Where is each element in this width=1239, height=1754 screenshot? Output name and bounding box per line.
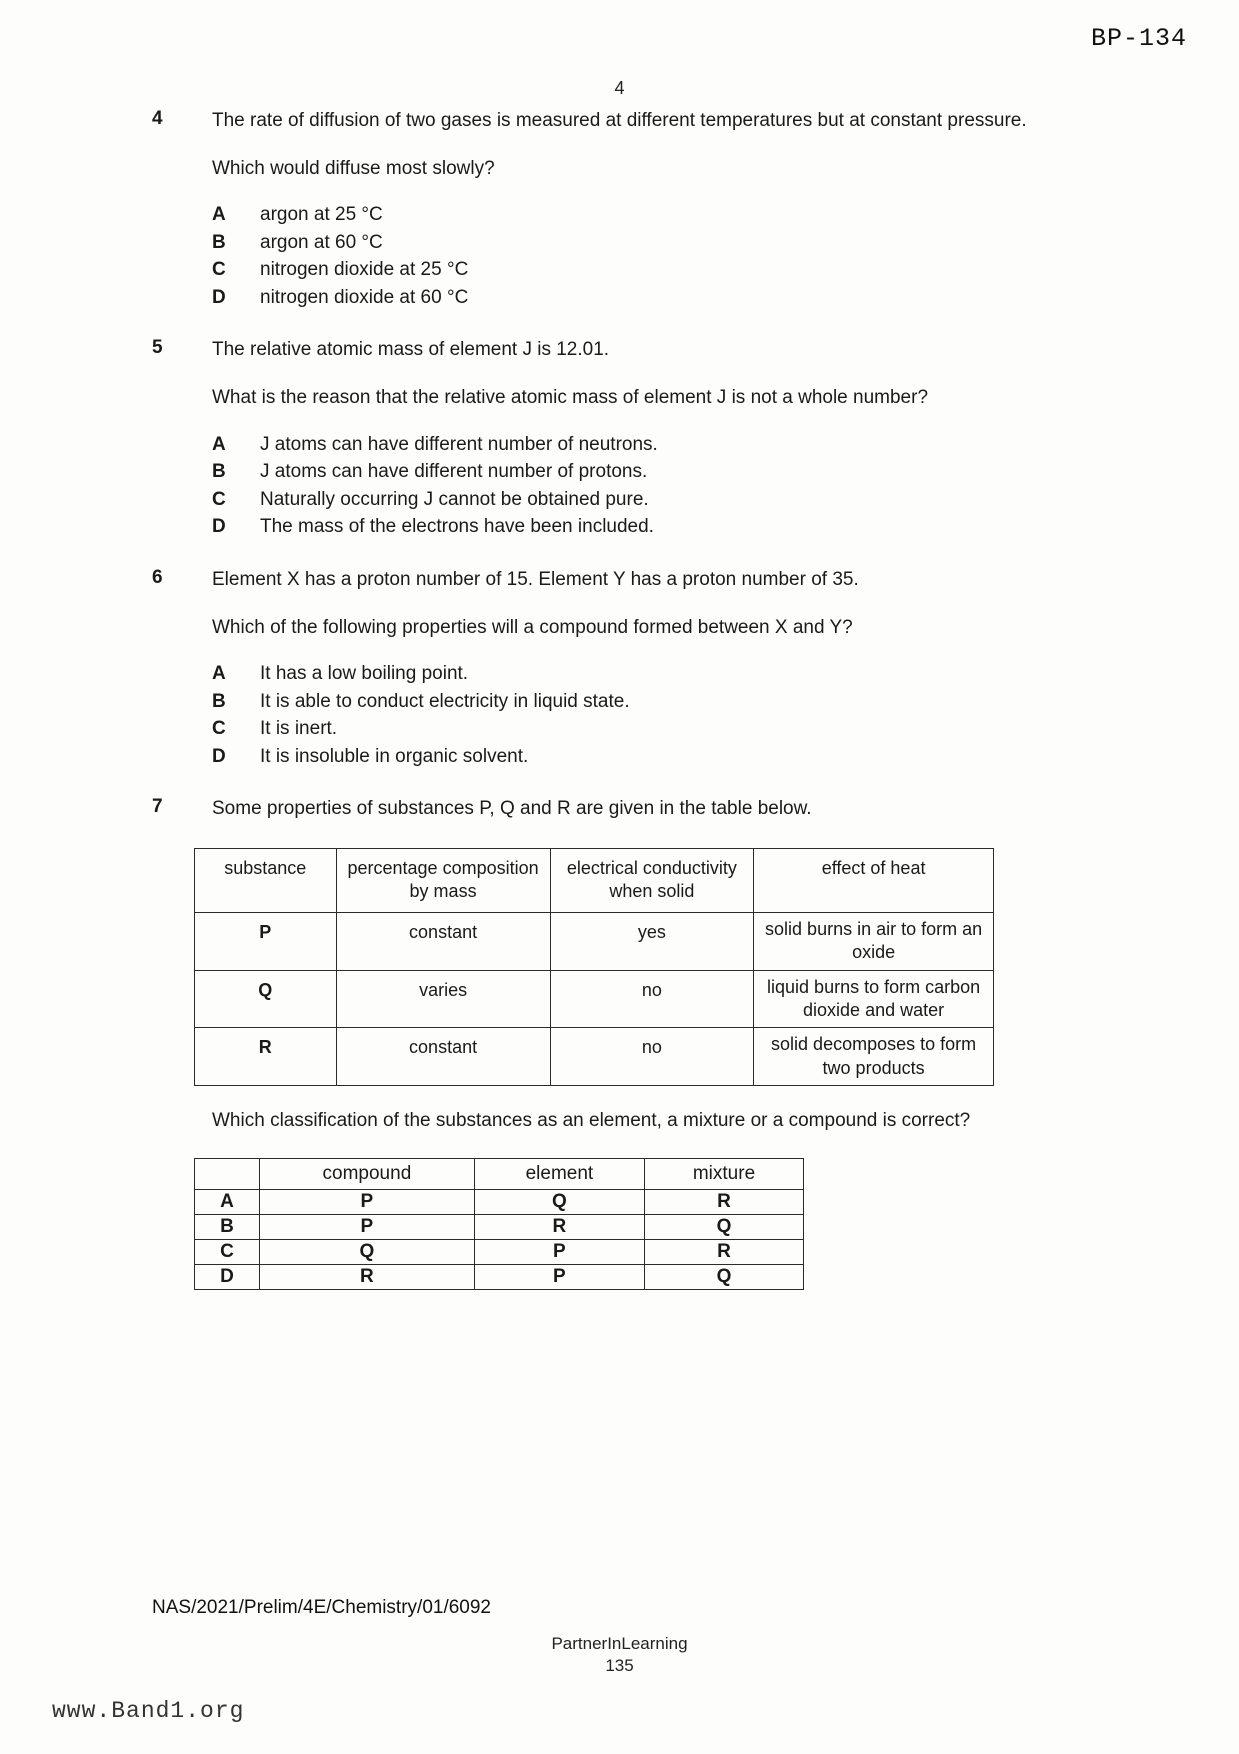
question-number: 5	[152, 337, 163, 359]
option-list	[212, 201, 1092, 311]
cell-compound: R	[260, 1264, 475, 1289]
option-a[interactable]	[212, 201, 1092, 229]
option-letter: B	[212, 690, 226, 712]
question-number: 7	[152, 796, 163, 818]
cell-composition: constant	[336, 1028, 550, 1086]
table-row[interactable]	[195, 1239, 804, 1264]
option-a[interactable]	[212, 660, 1092, 688]
table-row	[195, 1028, 994, 1086]
cell-element: R	[474, 1214, 644, 1239]
cell-effect-of-heat: liquid burns to form carbon dioxide and water	[754, 970, 994, 1028]
option-letter: C	[212, 718, 226, 740]
option-list	[212, 431, 1092, 541]
properties-table-wrapper	[194, 848, 1092, 1086]
option-letter: B	[195, 1214, 260, 1239]
question-stem: Element X has a proton number of 15. Element Y has a proton number of 35.	[212, 568, 859, 590]
option-letter: D	[212, 286, 226, 308]
watermark: www.Band1.org	[52, 1698, 245, 1724]
cell-compound: Q	[260, 1239, 475, 1264]
option-text: argon at 60 °C	[260, 231, 383, 253]
column-header-compound: compound	[260, 1158, 475, 1189]
option-letter: A	[212, 663, 226, 685]
option-d[interactable]	[212, 743, 1092, 771]
option-a[interactable]	[212, 431, 1092, 459]
option-c[interactable]	[212, 256, 1092, 284]
option-text: argon at 25 °C	[260, 204, 383, 226]
question-7-followup: Which classification of the substances as an element, a mixture or a compound is correct?	[212, 1110, 971, 1132]
option-text: Naturally occurring J cannot be obtained pure.	[260, 488, 649, 510]
cell-compound: P	[260, 1189, 475, 1214]
option-letter: A	[212, 433, 226, 455]
cell-element: P	[474, 1264, 644, 1289]
column-header-substance: substance	[195, 849, 337, 913]
answer-table-wrapper	[194, 1158, 1092, 1290]
option-text: J atoms can have different number of protons.	[260, 461, 648, 483]
option-text: J atoms can have different number of neutrons.	[260, 433, 658, 455]
option-letter: C	[212, 488, 226, 510]
column-header-composition: percentage composition by mass	[336, 849, 550, 913]
footer-source	[0, 1634, 1239, 1676]
table-row[interactable]	[195, 1189, 804, 1214]
option-letter: C	[195, 1239, 260, 1264]
question-subquestion: Which of the following properties will a compound formed between X and Y?	[212, 616, 853, 638]
option-letter: A	[212, 204, 226, 226]
table-row[interactable]	[195, 1264, 804, 1289]
cell-effect-of-heat: solid decomposes to form two products	[754, 1028, 994, 1086]
table-row	[195, 970, 994, 1028]
column-header-element: element	[474, 1158, 644, 1189]
option-text: nitrogen dioxide at 25 °C	[260, 259, 469, 281]
cell-mixture: R	[645, 1189, 804, 1214]
option-c[interactable]	[212, 715, 1092, 743]
cell-conductivity: no	[550, 970, 754, 1028]
cell-composition: constant	[336, 912, 550, 970]
option-d[interactable]	[212, 513, 1092, 541]
option-d[interactable]	[212, 284, 1092, 312]
option-c[interactable]	[212, 486, 1092, 514]
option-letter: A	[195, 1189, 260, 1214]
cell-substance: P	[195, 912, 337, 970]
question-stem: Some properties of substances P, Q and R are given in the table below.	[212, 798, 812, 820]
question-stem: The relative atomic mass of element J is 12.01.	[212, 339, 610, 361]
question-content	[152, 108, 1092, 1290]
paper-reference: NAS/2021/Prelim/4E/Chemistry/01/6092	[152, 1597, 491, 1618]
option-b[interactable]	[212, 458, 1092, 486]
paper-code: BP-134	[1090, 24, 1187, 53]
footer-page-label: 135	[605, 1656, 634, 1675]
question-5	[152, 337, 1092, 540]
cell-element: Q	[474, 1189, 644, 1214]
cell-substance: Q	[195, 970, 337, 1028]
cell-conductivity: yes	[550, 912, 754, 970]
cell-compound: P	[260, 1214, 475, 1239]
option-text: nitrogen dioxide at 60 °C	[260, 286, 469, 308]
page-number-top: 4	[614, 78, 625, 98]
option-letter: C	[212, 259, 226, 281]
option-text: The mass of the electrons have been included.	[260, 516, 654, 538]
table-header-row	[195, 849, 994, 913]
option-b[interactable]	[212, 229, 1092, 257]
table-header-row	[195, 1158, 804, 1189]
cell-mixture: Q	[645, 1214, 804, 1239]
question-6	[152, 567, 1092, 770]
column-header-blank	[195, 1158, 260, 1189]
question-subquestion: What is the reason that the relative atomic mass of element J is not a whole number?	[212, 387, 929, 409]
question-7	[152, 796, 1092, 822]
option-text: It is inert.	[260, 718, 338, 740]
properties-table	[194, 848, 994, 1086]
option-letter: D	[212, 516, 226, 538]
option-text: It is able to conduct electricity in liquid state.	[260, 690, 630, 712]
table-row	[195, 912, 994, 970]
option-text: It is insoluble in organic solvent.	[260, 745, 529, 767]
cell-mixture: R	[645, 1239, 804, 1264]
question-subquestion: Which would diffuse most slowly?	[212, 157, 495, 179]
column-header-mixture: mixture	[645, 1158, 804, 1189]
source-label: PartnerInLearning	[551, 1634, 688, 1653]
option-letter: D	[195, 1264, 260, 1289]
column-header-effect-of-heat: effect of heat	[754, 849, 994, 913]
answer-options-table	[194, 1158, 804, 1290]
column-header-conductivity: electrical conductivity when solid	[550, 849, 754, 913]
question-stem: The rate of diffusion of two gases is measured at different temperatures but at constant pressure.	[212, 110, 1027, 131]
option-letter: B	[212, 461, 226, 483]
cell-effect-of-heat: solid burns in air to form an oxide	[754, 912, 994, 970]
cell-mixture: Q	[645, 1264, 804, 1289]
question-number: 6	[152, 566, 163, 588]
cell-composition: varies	[336, 970, 550, 1028]
option-list	[212, 660, 1092, 770]
table-row[interactable]	[195, 1214, 804, 1239]
cell-substance: R	[195, 1028, 337, 1086]
cell-element: P	[474, 1239, 644, 1264]
option-b[interactable]	[212, 688, 1092, 716]
question-4	[152, 108, 1092, 311]
question-number: 4	[152, 108, 163, 129]
option-text: It has a low boiling point.	[260, 663, 469, 685]
cell-conductivity: no	[550, 1028, 754, 1086]
option-letter: B	[212, 231, 226, 253]
option-letter: D	[212, 745, 226, 767]
